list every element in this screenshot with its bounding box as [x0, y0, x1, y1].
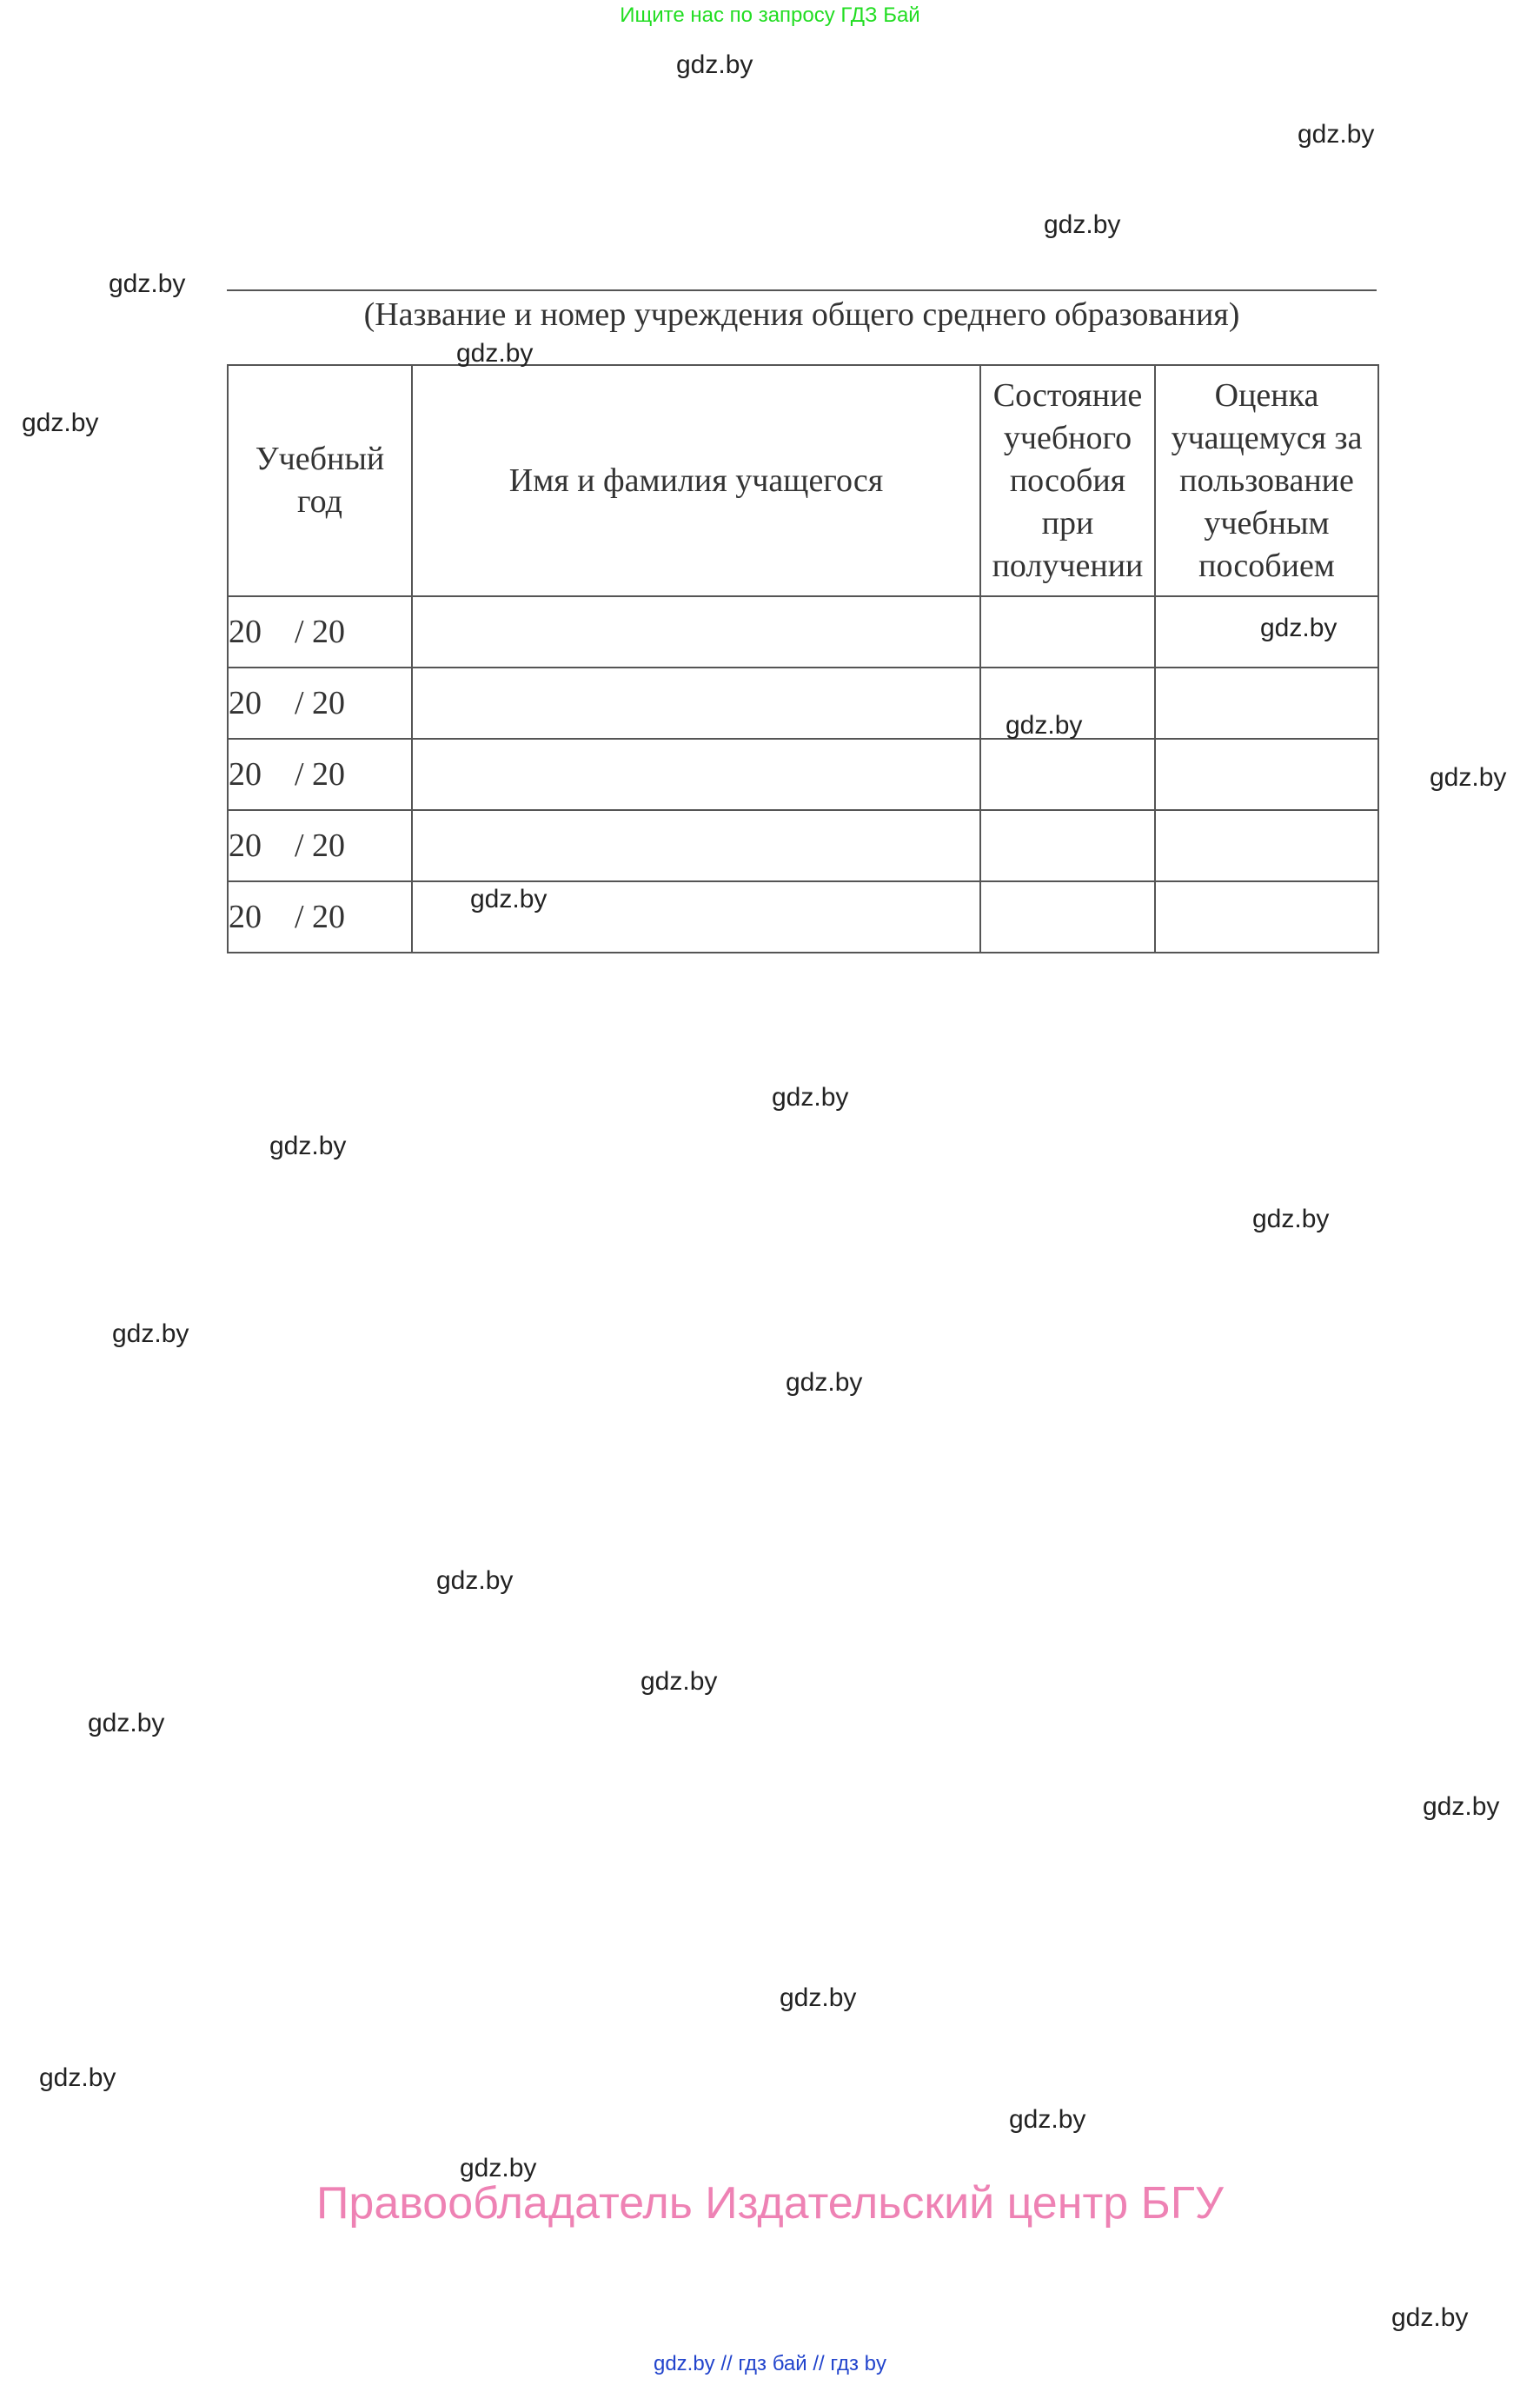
- cell-grade: [1155, 881, 1378, 953]
- cell-student-name: [412, 739, 980, 810]
- watermark: gdz.by: [772, 1083, 849, 1112]
- watermark: gdz.by: [1009, 2105, 1086, 2134]
- cell-year: 20 / 20: [228, 668, 412, 739]
- watermark: gdz.by: [88, 1709, 165, 1737]
- watermark: gdz.by: [1260, 614, 1338, 642]
- header-condition-received: Состояние учебного пособия при получении: [980, 365, 1155, 596]
- watermark: gdz.by: [112, 1319, 189, 1348]
- table-row: [228, 596, 1378, 668]
- watermark: gdz.by: [786, 1368, 863, 1397]
- watermark: gdz.by: [676, 50, 753, 79]
- institution-caption: (Название и номер учреждения общего среднего образования): [363, 296, 1240, 333]
- rights-holder-notice: Правообладатель Издательский центр БГУ: [316, 2178, 1224, 2229]
- cell-condition: [980, 881, 1155, 953]
- cell-year: 20 / 20: [228, 739, 412, 810]
- cell-condition: [980, 596, 1155, 668]
- cell-student-name: [412, 668, 980, 739]
- cell-student-name: [412, 596, 980, 668]
- watermark: gdz.by: [1006, 711, 1083, 740]
- cell-grade: [1155, 810, 1378, 881]
- header-school-year: Учебный год: [228, 365, 412, 596]
- watermark: gdz.by: [470, 885, 548, 913]
- table-row: [228, 810, 1378, 881]
- cell-year: 20 / 20: [228, 810, 412, 881]
- watermark: gdz.by: [641, 1667, 718, 1696]
- watermark: gdz.by: [1252, 1205, 1330, 1233]
- header-student-name: Имя и фамилия учащегося: [412, 365, 980, 596]
- footer-links: gdz.by // гдз бай // гдз by: [653, 2352, 887, 2375]
- cell-condition: [980, 739, 1155, 810]
- watermark: gdz.by: [460, 2154, 537, 2182]
- watermark: gdz.by: [1423, 1792, 1500, 1821]
- watermark: gdz.by: [22, 409, 99, 437]
- table-header-row: [228, 365, 1378, 596]
- watermark: gdz.by: [456, 339, 534, 368]
- watermark: gdz.by: [1391, 2303, 1469, 2332]
- cell-year: 20 / 20: [228, 881, 412, 953]
- watermark: gdz.by: [269, 1132, 347, 1160]
- table-row: [228, 739, 1378, 810]
- cell-grade: [1155, 668, 1378, 739]
- watermark: gdz.by: [39, 2063, 116, 2092]
- cell-grade: [1155, 739, 1378, 810]
- header-student-grade: Оценка учащемуся за пользование учебным пособием: [1155, 365, 1378, 596]
- cell-student-name: [412, 810, 980, 881]
- watermark: gdz.by: [1298, 120, 1375, 149]
- cell-year: 20 / 20: [228, 596, 412, 668]
- textbook-record-table: [227, 364, 1379, 953]
- watermark: gdz.by: [109, 269, 186, 298]
- watermark: gdz.by: [1044, 210, 1121, 239]
- institution-name-line: [227, 289, 1377, 291]
- watermark: gdz.by: [780, 1983, 857, 2012]
- table-row: [228, 668, 1378, 739]
- table-row: [228, 881, 1378, 953]
- watermark: gdz.by: [436, 1566, 514, 1595]
- cell-condition: [980, 810, 1155, 881]
- top-banner: Ищите нас по запросу ГДЗ Бай: [620, 3, 920, 27]
- watermark: gdz.by: [1430, 763, 1507, 792]
